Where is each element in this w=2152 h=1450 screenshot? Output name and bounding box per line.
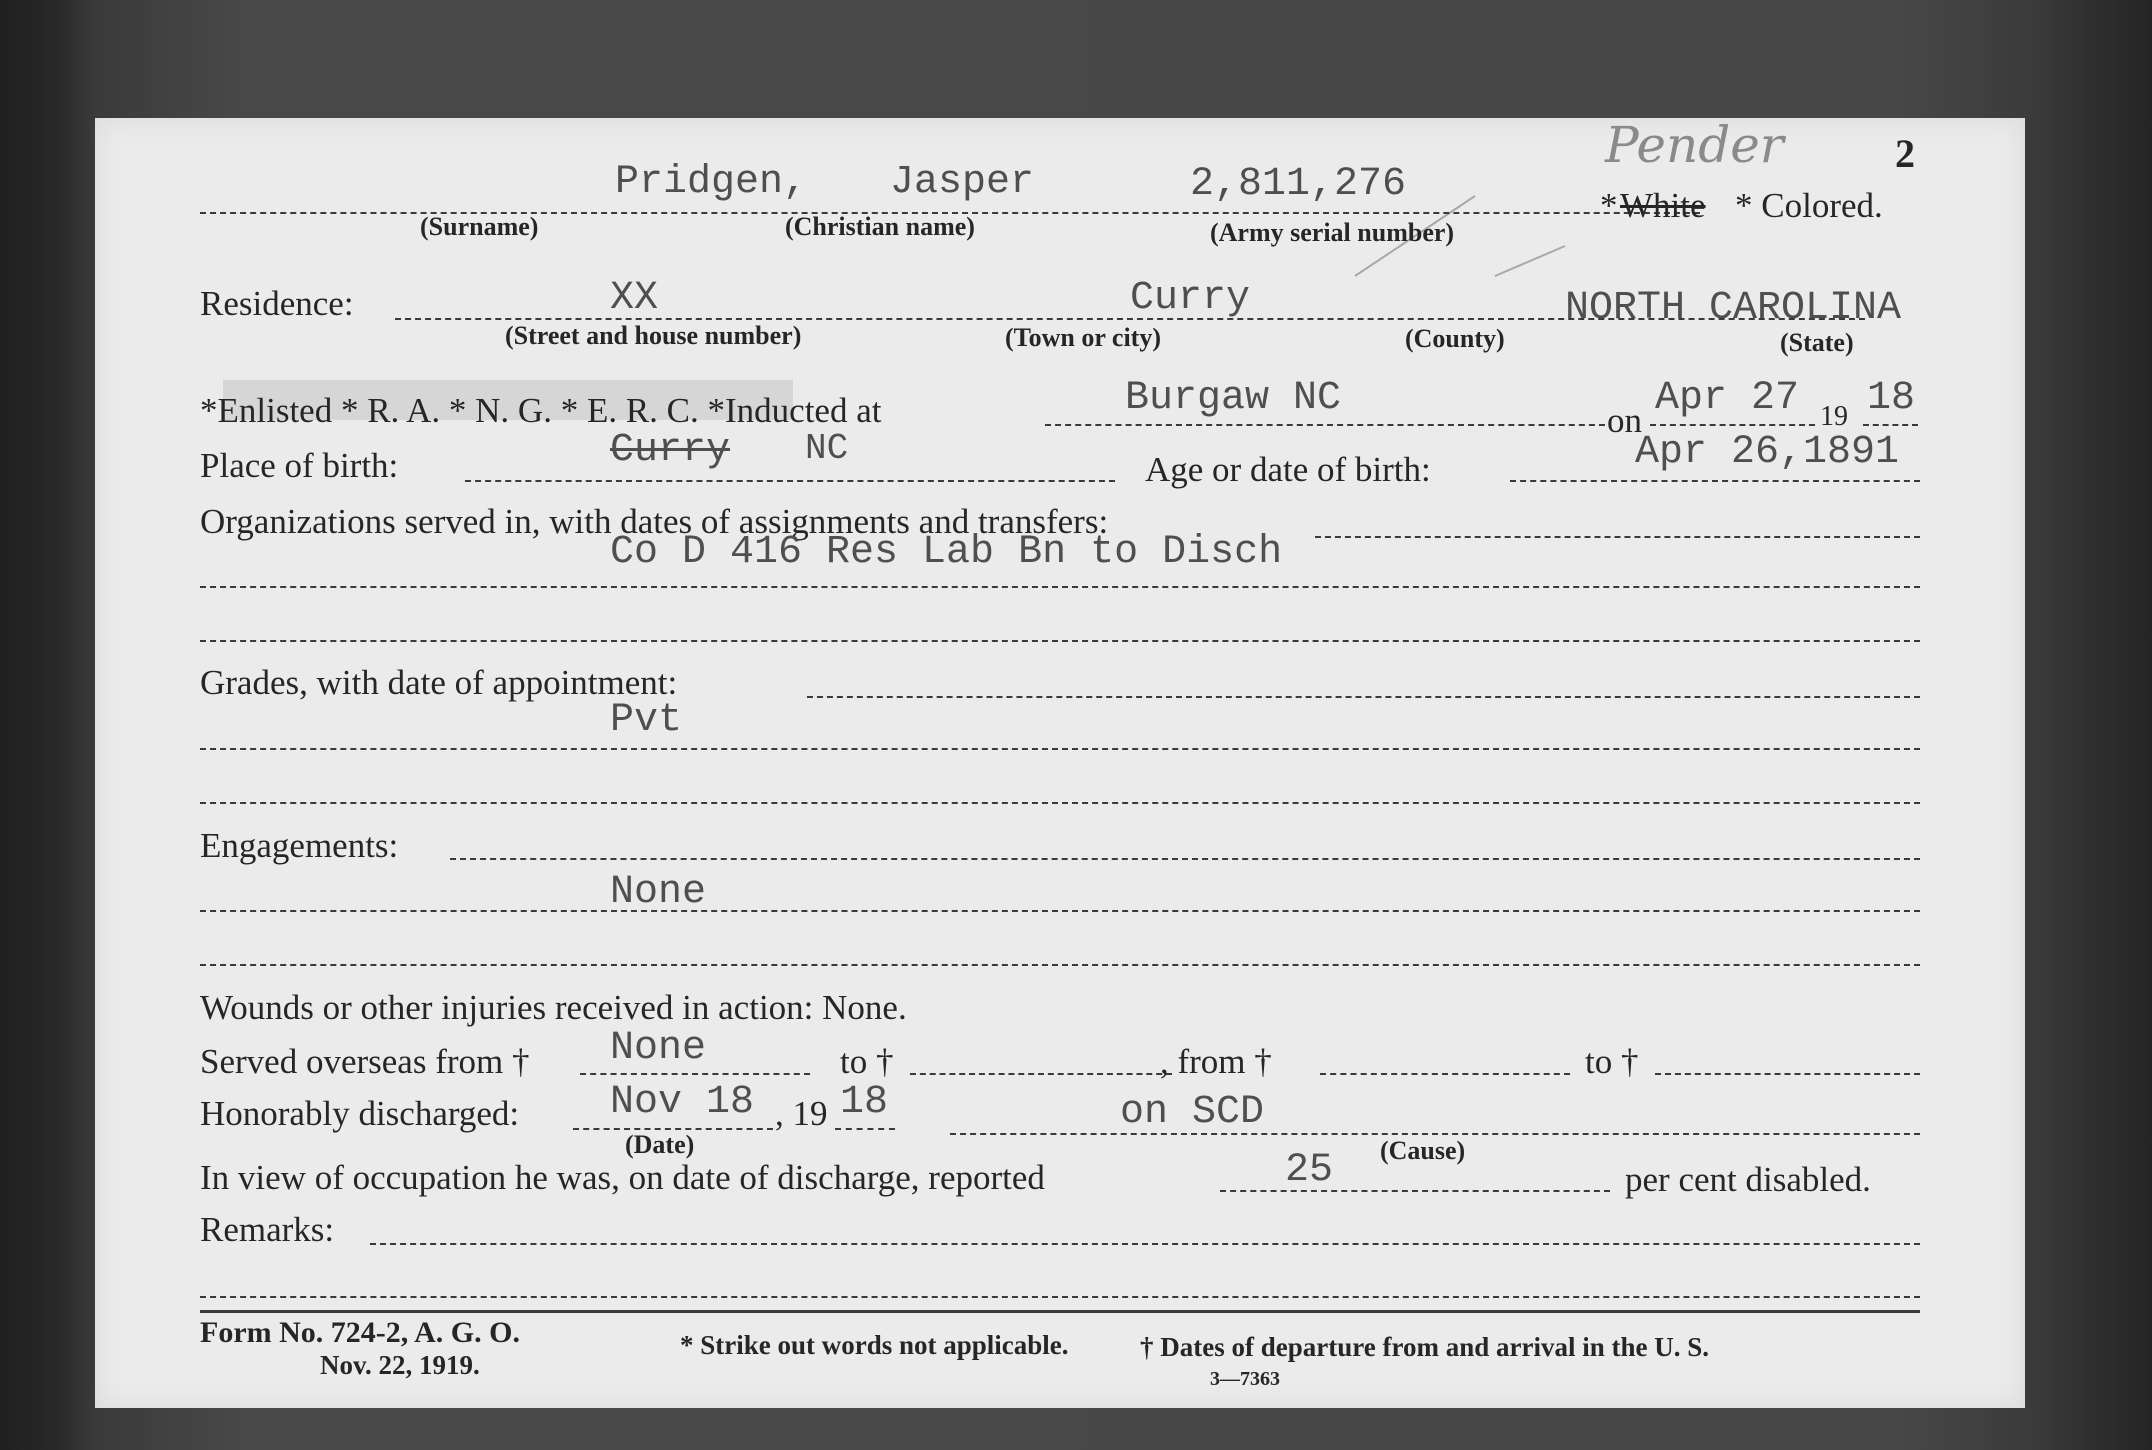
- grades-line-3: [200, 802, 1920, 804]
- wounds-label: Wounds or other injuries received in action: None.: [200, 988, 907, 1027]
- christian-name-caption: (Christian name): [785, 212, 975, 241]
- overseas-to-label: to †: [840, 1042, 894, 1081]
- age-birth-label: Age or date of birth:: [1145, 450, 1431, 489]
- engagements-label: Engagements:: [200, 826, 399, 865]
- engagements-line-3: [200, 964, 1920, 966]
- place-of-birth-line: [465, 480, 1115, 482]
- organizations-line-2: [200, 586, 1920, 588]
- occupation-label: In view of occupation he was, on date of discharge, reported: [200, 1158, 1045, 1197]
- birth-date-line: [1510, 480, 1920, 482]
- army-serial-caption: (Army serial number): [1210, 218, 1455, 247]
- street-caption: (Street and house number): [505, 321, 802, 350]
- remarks-line-2: [200, 1296, 1920, 1298]
- engagements-line-2: [200, 910, 1920, 912]
- organizations-line-3: [200, 640, 1920, 642]
- per-cent-label: per cent disabled.: [1625, 1160, 1871, 1199]
- organization-value: Co D 416 Res Lab Bn to Disch: [610, 530, 1283, 575]
- print-code: 3—7363: [1210, 1368, 1280, 1390]
- grades-line-1: [807, 696, 1920, 698]
- discharge-year-line: [835, 1128, 895, 1130]
- discharged-label: Honorably discharged:: [200, 1094, 520, 1133]
- form-number: Form No. 724-2, A. G. O.: [200, 1316, 520, 1349]
- christian-name-value: Jasper: [890, 160, 1035, 205]
- discharge-comma-19: , 19: [775, 1094, 828, 1133]
- overseas-to2-line: [1655, 1073, 1920, 1075]
- cause-caption: (Cause): [1380, 1136, 1466, 1165]
- discharge-year-value: 18: [840, 1080, 889, 1125]
- year-prefix-label: 19: [1820, 401, 1848, 432]
- on-label: on: [1607, 401, 1642, 440]
- place-of-birth-label: Place of birth:: [200, 446, 399, 485]
- race-asterisk: *: [1600, 186, 1618, 225]
- engagements-line-1: [450, 858, 1920, 860]
- organizations-line-1: [1315, 536, 1920, 538]
- birth-date-value: Apr 26,1891: [1635, 430, 1900, 475]
- inducted-at-line: [1045, 424, 1605, 426]
- town-caption: (Town or city): [1005, 323, 1161, 352]
- discharge-cause-line: [950, 1133, 1920, 1135]
- discharge-cause-value: on SCD: [1120, 1090, 1265, 1135]
- overseas-from-line: [580, 1073, 810, 1075]
- form-date: Nov. 22, 1919.: [320, 1350, 480, 1380]
- birth-place-value: Curry: [610, 428, 731, 473]
- grades-label: Grades, with date of appointment:: [200, 663, 678, 702]
- discharge-date-value: Nov 18: [610, 1080, 755, 1125]
- inducted-at-value: Burgaw NC: [1125, 376, 1342, 421]
- date-caption: (Date): [625, 1130, 695, 1159]
- county-caption: (County): [1405, 324, 1505, 353]
- surname-value: Pridgen,: [615, 160, 808, 205]
- pencil-note: Pender: [1605, 116, 1784, 174]
- inducted-year-value: 18: [1867, 376, 1916, 421]
- strike-note: * Strike out words not applicable.: [680, 1330, 1069, 1360]
- surname-caption: (Surname): [420, 212, 539, 241]
- footer-rule: [200, 1310, 1920, 1313]
- birth-place-state: NC: [805, 428, 849, 469]
- town-value: Curry: [1130, 276, 1251, 321]
- dates-note: † Dates of departure from and arrival in the U. S.: [1140, 1332, 1709, 1362]
- service-record-card: [95, 118, 2025, 1408]
- engagements-value: None: [610, 870, 707, 915]
- overseas-value: None: [610, 1026, 707, 1071]
- inducted-date-line: [1650, 424, 1815, 426]
- overseas-to2-label: to †: [1585, 1042, 1639, 1081]
- overseas-to-line: [910, 1073, 1172, 1075]
- enlisted-label: *Enlisted * R. A. * N. G. * E. R. C. *Inducted at: [200, 391, 882, 430]
- remarks-label: Remarks:: [200, 1210, 335, 1249]
- state-value: NORTH CAROLINA: [1565, 286, 1902, 331]
- serial-number-value: 2,811,276: [1190, 162, 1407, 207]
- race-colored: * Colored.: [1735, 186, 1883, 225]
- card-number: 2: [1895, 131, 1915, 176]
- remarks-line-1: [370, 1243, 1920, 1245]
- residence-label: Residence:: [200, 284, 354, 323]
- grades-line-2: [200, 748, 1920, 750]
- residence-line: [395, 318, 1865, 320]
- state-caption: (State): [1780, 328, 1854, 357]
- overseas-from-label: Served overseas from †: [200, 1042, 530, 1081]
- overseas-from2-label: , from †: [1160, 1042, 1272, 1081]
- street-value: XX: [610, 276, 659, 321]
- inducted-date-value: Apr 27: [1655, 376, 1800, 421]
- grade-value: Pvt: [610, 698, 683, 743]
- organizations-label: Organizations served in, with dates of assignments and transfers:: [200, 502, 1109, 541]
- race-white: White: [1620, 186, 1706, 225]
- overseas-from2-line: [1320, 1073, 1570, 1075]
- inducted-year-line: [1863, 424, 1918, 426]
- disabled-percent-line: [1220, 1190, 1610, 1192]
- disabled-percent-value: 25: [1285, 1148, 1334, 1193]
